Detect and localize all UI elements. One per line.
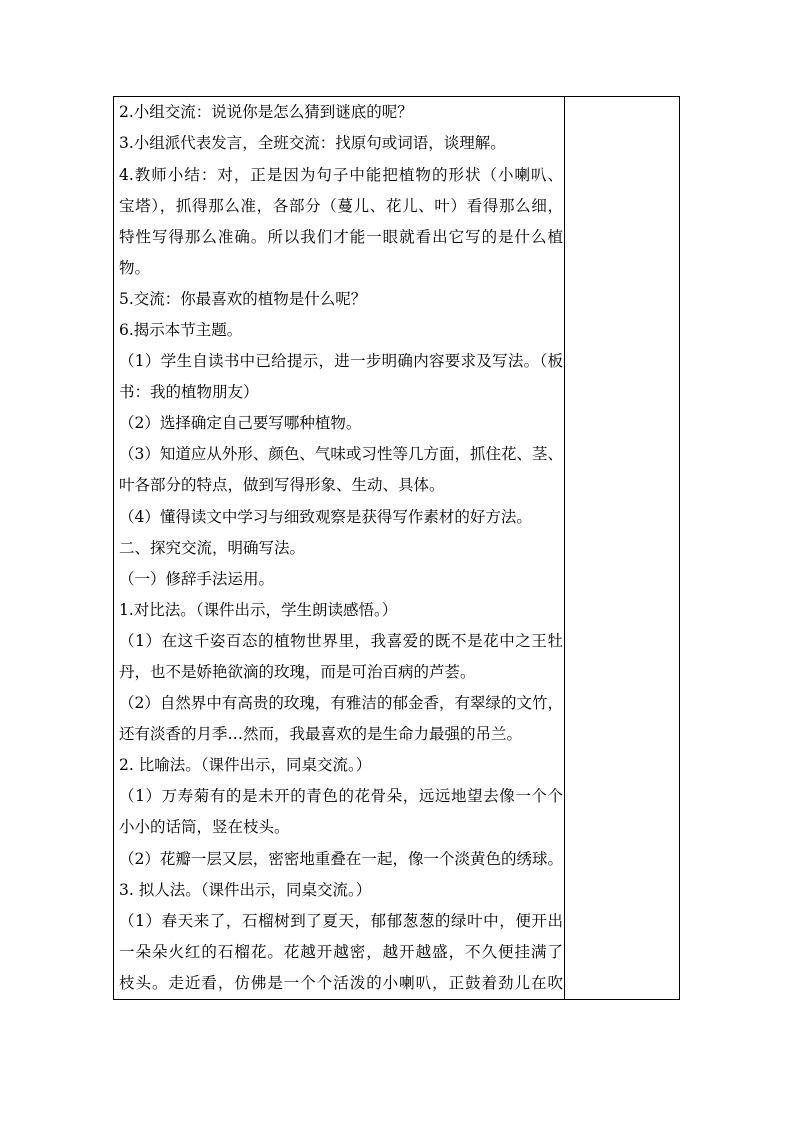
- content-line: 4.教师小结：对，正是因为句子中能把植物的形状（小喇叭、: [119, 166, 563, 184]
- content-line: 5.交流：你最喜欢的植物是什么呢？: [119, 290, 367, 308]
- content-line: 书：我的植物朋友）: [119, 383, 259, 401]
- content-line: 宝塔），抓得那么准，各部分（蔓儿、花儿、叶）看得那么细，: [119, 197, 563, 215]
- content-line: （一）修辞手法运用。: [119, 570, 275, 588]
- content-line: 2. 比喻法。（课件出示，同桌交流。）: [119, 756, 372, 774]
- content-line: 1.对比法。（课件出示，学生朗读感悟。）: [119, 601, 398, 619]
- content-line: （3）知道应从外形、颜色、气味或习性等几方面，抓住花、茎、: [119, 445, 563, 463]
- content-line: 物。: [119, 259, 151, 277]
- content-line: 还有淡香的月季…然而，我最喜欢的是生命力最强的吊兰。: [119, 725, 523, 743]
- content-line: 2.小组交流：说说你是怎么猜到谜底的呢？: [119, 103, 413, 121]
- content-line: 小小的话筒，竖在枝头。: [119, 818, 290, 836]
- content-line: 二、探究交流，明确写法。: [119, 539, 306, 557]
- notes-cell: [565, 97, 679, 999]
- content-line: （2）选择确定自己要写哪种植物。: [119, 414, 362, 432]
- lesson-content-cell: [114, 97, 565, 999]
- content-line: （1）万寿菊有的是未开的青色的花骨朵，远远地望去像一个个: [119, 787, 563, 805]
- content-line: 一朵朵火红的石榴花。花越开越密，越开越盛，不久便挂满了: [119, 943, 563, 961]
- content-line: 3. 拟人法。（课件出示，同桌交流。）: [119, 881, 372, 899]
- content-line: （4）懂得读文中学习与细致观察是获得写作素材的好方法。: [119, 508, 532, 526]
- content-line: （2）自然界中有高贵的玫瑰，有雅洁的郁金香，有翠绿的文竹，: [119, 694, 563, 712]
- content-line: 枝头。走近看，仿佛是一个个活泼的小喇叭，正鼓着劲儿在吹: [119, 974, 563, 992]
- content-line: 3.小组派代表发言，全班交流：找原句或词语，谈理解。: [119, 134, 506, 152]
- content-line: （1）在这千姿百态的植物世界里，我喜爱的既不是花中之王牡: [119, 632, 563, 650]
- content-line: 叶各部分的特点，做到写得形象、生动、具体。: [119, 476, 445, 494]
- content-line: 特性写得那么准确。所以我们才能一眼就看出它写的是什么植: [119, 228, 563, 246]
- content-line: （1）学生自读书中已给提示，进一步明确内容要求及写法。（板: [119, 352, 563, 370]
- content-line: 6.揭示本节主题。: [119, 321, 243, 339]
- lesson-plan-table: [113, 96, 680, 1000]
- content-line: （2）花瓣一层又层，密密地重叠在一起，像一个淡黄色的绣球。: [119, 850, 563, 868]
- content-line: （1）春天来了，石榴树到了夏天，郁郁葱葱的绿叶中，便开出: [119, 912, 563, 930]
- content-line: 丹，也不是娇艳欲滴的玫瑰，而是可治百病的芦荟。: [119, 663, 476, 681]
